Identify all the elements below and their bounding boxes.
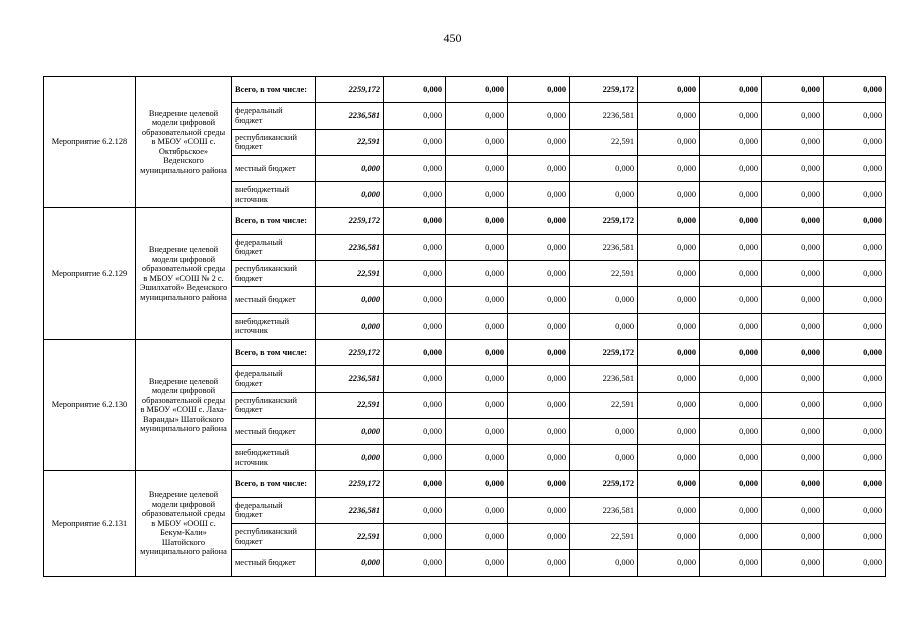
value-cell: 0,000	[508, 155, 570, 181]
value-cell: 0,000	[824, 287, 886, 313]
value-cell: 0,000	[762, 155, 824, 181]
total-value-cell: 0,000	[316, 287, 384, 313]
value-cell: 2259,172	[570, 471, 638, 497]
value-cell: 0,000	[508, 129, 570, 155]
value-cell: 0,000	[384, 392, 446, 418]
total-value-cell: 0,000	[316, 418, 384, 444]
value-cell: 0,000	[384, 313, 446, 339]
value-cell: 0,000	[508, 103, 570, 129]
value-cell: 0,000	[638, 129, 700, 155]
total-value-cell: 2236,581	[316, 497, 384, 523]
value-cell: 0,000	[700, 182, 762, 208]
value-cell: 0,000	[638, 366, 700, 392]
total-value-cell: 0,000	[316, 182, 384, 208]
value-cell: 0,000	[700, 550, 762, 576]
total-value-cell: 2236,581	[316, 366, 384, 392]
value-cell: 0,000	[446, 208, 508, 234]
value-cell: 0,000	[446, 445, 508, 471]
funding-source-cell: республиканский бюджет	[232, 261, 316, 287]
value-cell: 0,000	[638, 392, 700, 418]
value-cell: 0,000	[762, 261, 824, 287]
table-row	[44, 77, 886, 103]
total-value-cell: 0,000	[316, 313, 384, 339]
total-value-cell: 0,000	[316, 550, 384, 576]
value-cell: 0,000	[638, 208, 700, 234]
value-cell: 0,000	[700, 155, 762, 181]
value-cell: 0,000	[824, 182, 886, 208]
value-cell: 0,000	[824, 313, 886, 339]
value-cell: 0,000	[446, 234, 508, 260]
funding-source-cell: Всего, в том числе:	[232, 471, 316, 497]
value-cell: 0,000	[762, 366, 824, 392]
value-cell: 0,000	[638, 103, 700, 129]
value-cell: 0,000	[762, 418, 824, 444]
value-cell: 0,000	[508, 77, 570, 103]
value-cell: 0,000	[824, 129, 886, 155]
value-cell: 0,000	[508, 234, 570, 260]
value-cell: 2259,172	[570, 339, 638, 365]
value-cell: 0,000	[446, 524, 508, 550]
value-cell: 0,000	[446, 418, 508, 444]
value-cell: 0,000	[508, 339, 570, 365]
value-cell: 0,000	[824, 497, 886, 523]
value-cell: 0,000	[446, 77, 508, 103]
value-cell: 0,000	[638, 77, 700, 103]
value-cell: 0,000	[384, 182, 446, 208]
total-value-cell: 2259,172	[316, 339, 384, 365]
value-cell: 0,000	[700, 261, 762, 287]
funding-source-cell: Всего, в том числе:	[232, 208, 316, 234]
description-cell: Внедрение целевой модели цифровой образовательной среды в МБОУ «СОШ с. Октябрьское» Веденского муниципального района	[136, 77, 232, 208]
value-cell: 0,000	[384, 497, 446, 523]
total-value-cell: 22,591	[316, 392, 384, 418]
value-cell: 0,000	[508, 497, 570, 523]
value-cell: 0,000	[762, 339, 824, 365]
value-cell: 0,000	[762, 287, 824, 313]
value-cell: 0,000	[384, 471, 446, 497]
value-cell: 0,000	[508, 392, 570, 418]
value-cell: 0,000	[762, 550, 824, 576]
value-cell: 0,000	[384, 155, 446, 181]
value-cell: 0,000	[638, 234, 700, 260]
value-cell: 0,000	[762, 313, 824, 339]
value-cell: 0,000	[638, 471, 700, 497]
value-cell: 0,000	[824, 366, 886, 392]
value-cell: 0,000	[446, 471, 508, 497]
total-value-cell: 2259,172	[316, 77, 384, 103]
value-cell: 0,000	[638, 497, 700, 523]
value-cell: 0,000	[638, 524, 700, 550]
value-cell: 0,000	[384, 524, 446, 550]
funding-source-cell: внебюджетный источник	[232, 313, 316, 339]
value-cell: 0,000	[446, 182, 508, 208]
total-value-cell: 22,591	[316, 524, 384, 550]
value-cell: 0,000	[762, 129, 824, 155]
value-cell: 2236,581	[570, 497, 638, 523]
funding-source-cell: внебюджетный источник	[232, 445, 316, 471]
total-value-cell: 2236,581	[316, 234, 384, 260]
value-cell: 0,000	[638, 182, 700, 208]
value-cell: 0,000	[762, 524, 824, 550]
value-cell: 0,000	[824, 208, 886, 234]
value-cell: 0,000	[762, 497, 824, 523]
value-cell: 0,000	[824, 77, 886, 103]
value-cell: 0,000	[570, 313, 638, 339]
value-cell: 0,000	[762, 234, 824, 260]
value-cell: 0,000	[638, 550, 700, 576]
value-cell: 0,000	[824, 234, 886, 260]
value-cell: 22,591	[570, 129, 638, 155]
value-cell: 22,591	[570, 261, 638, 287]
value-cell: 0,000	[700, 524, 762, 550]
value-cell: 0,000	[700, 339, 762, 365]
value-cell: 0,000	[570, 445, 638, 471]
value-cell: 0,000	[446, 550, 508, 576]
value-cell: 0,000	[824, 103, 886, 129]
value-cell: 0,000	[762, 471, 824, 497]
value-cell: 0,000	[700, 129, 762, 155]
funding-source-cell: федеральный бюджет	[232, 366, 316, 392]
value-cell: 0,000	[508, 550, 570, 576]
value-cell: 0,000	[762, 392, 824, 418]
value-cell: 0,000	[446, 339, 508, 365]
value-cell: 0,000	[384, 418, 446, 444]
value-cell: 0,000	[570, 155, 638, 181]
value-cell: 0,000	[824, 155, 886, 181]
funding-source-cell: местный бюджет	[232, 287, 316, 313]
value-cell: 22,591	[570, 392, 638, 418]
value-cell: 0,000	[446, 103, 508, 129]
value-cell: 0,000	[384, 103, 446, 129]
value-cell: 0,000	[700, 103, 762, 129]
value-cell: 0,000	[824, 392, 886, 418]
value-cell: 0,000	[508, 366, 570, 392]
funding-source-cell: внебюджетный источник	[232, 182, 316, 208]
value-cell: 0,000	[384, 287, 446, 313]
value-cell: 0,000	[824, 261, 886, 287]
value-cell: 0,000	[824, 445, 886, 471]
funding-source-cell: местный бюджет	[232, 155, 316, 181]
value-cell: 0,000	[570, 182, 638, 208]
value-cell: 0,000	[638, 445, 700, 471]
value-cell: 0,000	[762, 445, 824, 471]
value-cell: 0,000	[762, 208, 824, 234]
description-cell: Внедрение целевой модели цифровой образовательной среды в МБОУ «СОШ с. Лаха-Варанды» Шатойского муниципального района	[136, 339, 232, 470]
value-cell: 0,000	[700, 418, 762, 444]
page-number: 450	[443, 31, 462, 45]
value-cell: 0,000	[508, 182, 570, 208]
value-cell: 0,000	[508, 287, 570, 313]
value-cell: 0,000	[384, 129, 446, 155]
value-cell: 0,000	[384, 366, 446, 392]
total-value-cell: 22,591	[316, 129, 384, 155]
value-cell: 0,000	[508, 445, 570, 471]
value-cell: 0,000	[508, 261, 570, 287]
value-cell: 0,000	[638, 287, 700, 313]
value-cell: 0,000	[384, 77, 446, 103]
value-cell: 0,000	[638, 313, 700, 339]
value-cell: 0,000	[508, 471, 570, 497]
value-cell: 22,591	[570, 524, 638, 550]
value-cell: 0,000	[700, 392, 762, 418]
measure-cell: Мероприятие 6.2.128	[44, 77, 136, 208]
value-cell: 0,000	[384, 550, 446, 576]
value-cell: 2259,172	[570, 77, 638, 103]
description-cell: Внедрение целевой модели цифровой образовательной среды в МБОУ «СОШ № 2 с. Эшилхатой» Веденского муниципального района	[136, 208, 232, 339]
funding-source-cell: Всего, в том числе:	[232, 77, 316, 103]
value-cell: 0,000	[700, 471, 762, 497]
funding-source-cell: Всего, в том числе:	[232, 339, 316, 365]
value-cell: 0,000	[446, 313, 508, 339]
total-value-cell: 2259,172	[316, 208, 384, 234]
measure-cell: Мероприятие 6.2.130	[44, 339, 136, 470]
value-cell: 0,000	[700, 234, 762, 260]
value-cell: 0,000	[638, 261, 700, 287]
budget-table	[43, 76, 886, 577]
value-cell: 0,000	[570, 287, 638, 313]
value-cell: 0,000	[446, 366, 508, 392]
value-cell: 0,000	[508, 313, 570, 339]
value-cell: 0,000	[384, 339, 446, 365]
funding-source-cell: местный бюджет	[232, 550, 316, 576]
value-cell: 0,000	[508, 208, 570, 234]
funding-source-cell: республиканский бюджет	[232, 524, 316, 550]
value-cell: 2236,581	[570, 103, 638, 129]
value-cell: 0,000	[446, 129, 508, 155]
value-cell: 0,000	[638, 339, 700, 365]
measure-cell: Мероприятие 6.2.129	[44, 208, 136, 339]
funding-source-cell: федеральный бюджет	[232, 234, 316, 260]
value-cell: 2236,581	[570, 234, 638, 260]
total-value-cell: 2236,581	[316, 103, 384, 129]
value-cell: 0,000	[700, 287, 762, 313]
value-cell: 0,000	[824, 471, 886, 497]
funding-source-cell: местный бюджет	[232, 418, 316, 444]
total-value-cell: 22,591	[316, 261, 384, 287]
table-row	[44, 339, 886, 365]
value-cell: 0,000	[824, 524, 886, 550]
funding-source-cell: федеральный бюджет	[232, 103, 316, 129]
value-cell: 0,000	[508, 524, 570, 550]
value-cell: 0,000	[446, 287, 508, 313]
value-cell: 0,000	[384, 208, 446, 234]
value-cell: 0,000	[762, 182, 824, 208]
description-cell: Внедрение целевой модели цифровой образовательной среды в МБОУ «ООШ с. Бекум-Кали» Шатойского муниципального района	[136, 471, 232, 576]
total-value-cell: 2259,172	[316, 471, 384, 497]
value-cell: 0,000	[700, 313, 762, 339]
funding-source-cell: республиканский бюджет	[232, 129, 316, 155]
funding-source-cell: республиканский бюджет	[232, 392, 316, 418]
total-value-cell: 0,000	[316, 445, 384, 471]
value-cell: 0,000	[446, 497, 508, 523]
funding-source-cell: федеральный бюджет	[232, 497, 316, 523]
value-cell: 0,000	[384, 445, 446, 471]
value-cell: 0,000	[700, 366, 762, 392]
value-cell: 2259,172	[570, 208, 638, 234]
value-cell: 0,000	[446, 155, 508, 181]
value-cell: 0,000	[700, 497, 762, 523]
value-cell: 0,000	[508, 418, 570, 444]
value-cell: 0,000	[824, 418, 886, 444]
value-cell: 0,000	[824, 339, 886, 365]
value-cell: 0,000	[570, 418, 638, 444]
measure-cell: Мероприятие 6.2.131	[44, 471, 136, 576]
value-cell: 0,000	[570, 550, 638, 576]
value-cell: 0,000	[384, 261, 446, 287]
value-cell: 0,000	[700, 445, 762, 471]
value-cell: 2236,581	[570, 366, 638, 392]
value-cell: 0,000	[762, 77, 824, 103]
value-cell: 0,000	[824, 550, 886, 576]
total-value-cell: 0,000	[316, 155, 384, 181]
value-cell: 0,000	[446, 261, 508, 287]
table-row	[44, 208, 886, 234]
value-cell: 0,000	[638, 418, 700, 444]
table-row	[44, 471, 886, 497]
value-cell: 0,000	[446, 392, 508, 418]
value-cell: 0,000	[700, 77, 762, 103]
value-cell: 0,000	[384, 234, 446, 260]
value-cell: 0,000	[762, 103, 824, 129]
value-cell: 0,000	[700, 208, 762, 234]
value-cell: 0,000	[638, 155, 700, 181]
